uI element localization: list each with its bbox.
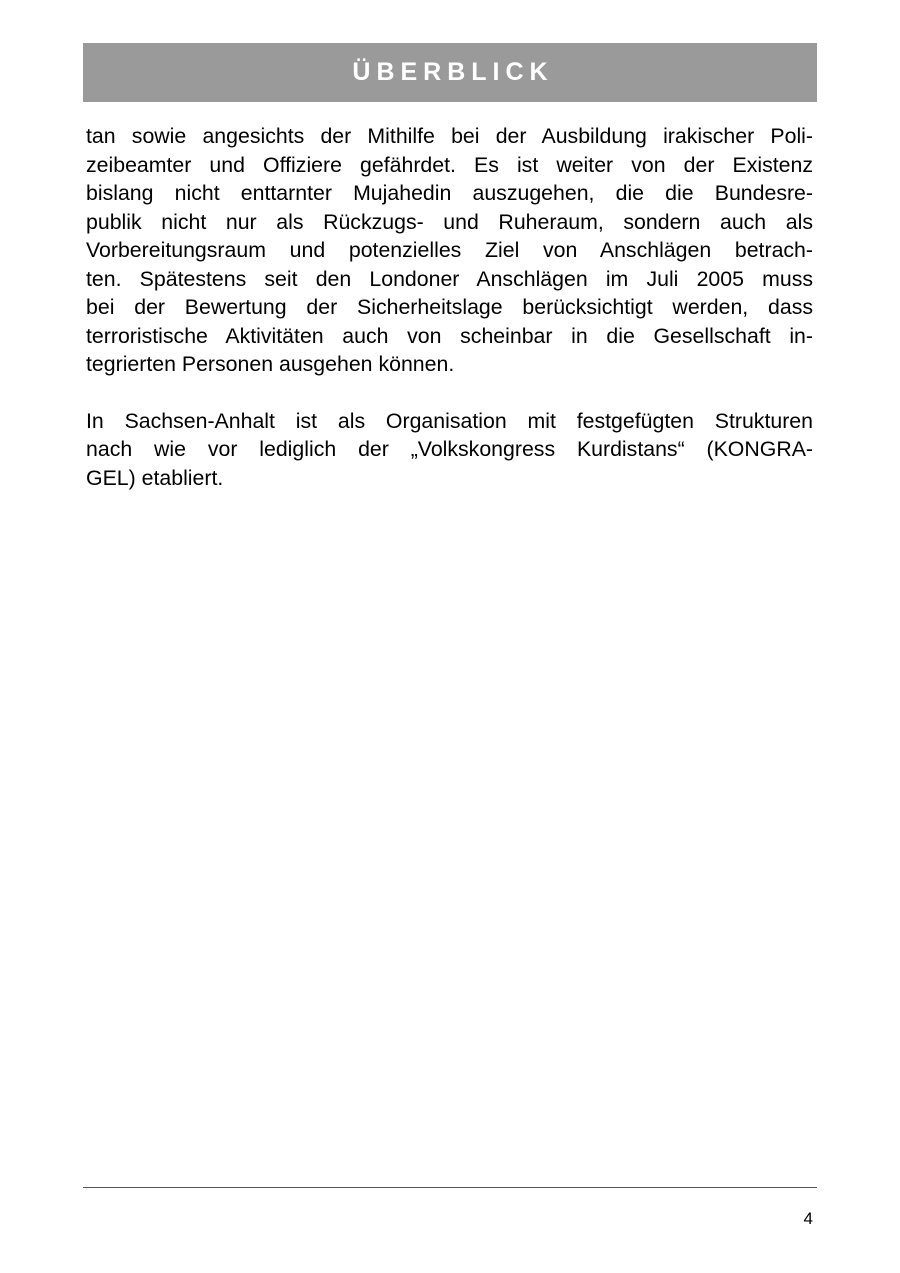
- footer-divider: [83, 1187, 817, 1188]
- text-line: terroristische Aktivitäten auch von scheinbar in die Gesellschaft in-: [86, 323, 813, 348]
- text-line: tegrierten Personen ausgehen können.: [86, 352, 455, 376]
- text-line: Vorbereitungsraum und potenzielles Ziel von Anschlägen betrach-: [86, 238, 813, 262]
- page-number: 4: [803, 1209, 813, 1228]
- section-header-band: [83, 43, 817, 102]
- text-line: ten. Spätestens seit den Londoner Anschlägen im Juli 2005 muss: [86, 266, 813, 291]
- paragraph-2: [86, 407, 813, 493]
- section-title: ÜBERBLICK: [352, 58, 554, 86]
- text-line: GEL) etabliert.: [86, 465, 224, 490]
- text-line: publik nicht nur als Rückzugs- und Ruheraum, sondern auch als: [86, 209, 813, 234]
- text-line: nach wie vor lediglich der „Volkskongress Kurdistans“ (KONGRA-: [86, 437, 813, 461]
- paragraph-spacer: [86, 379, 813, 407]
- paragraph-1: [86, 122, 813, 379]
- text-line: zeibeamter und Offiziere gefährdet. Es ist weiter von der Existenz: [86, 152, 813, 177]
- text-line: tan sowie angesichts der Mithilfe bei der Ausbildung irakischer Poli-: [86, 124, 813, 148]
- text-line: bislang nicht enttarnter Mujahedin auszugehen, die die Bundesre-: [86, 181, 813, 205]
- text-line: bei der Bewertung der Sicherheitslage berücksichtigt werden, dass: [86, 295, 813, 319]
- body-text: [86, 122, 813, 492]
- text-line: In Sachsen-Anhalt ist als Organisation mit festgefügten Strukturen: [86, 408, 813, 433]
